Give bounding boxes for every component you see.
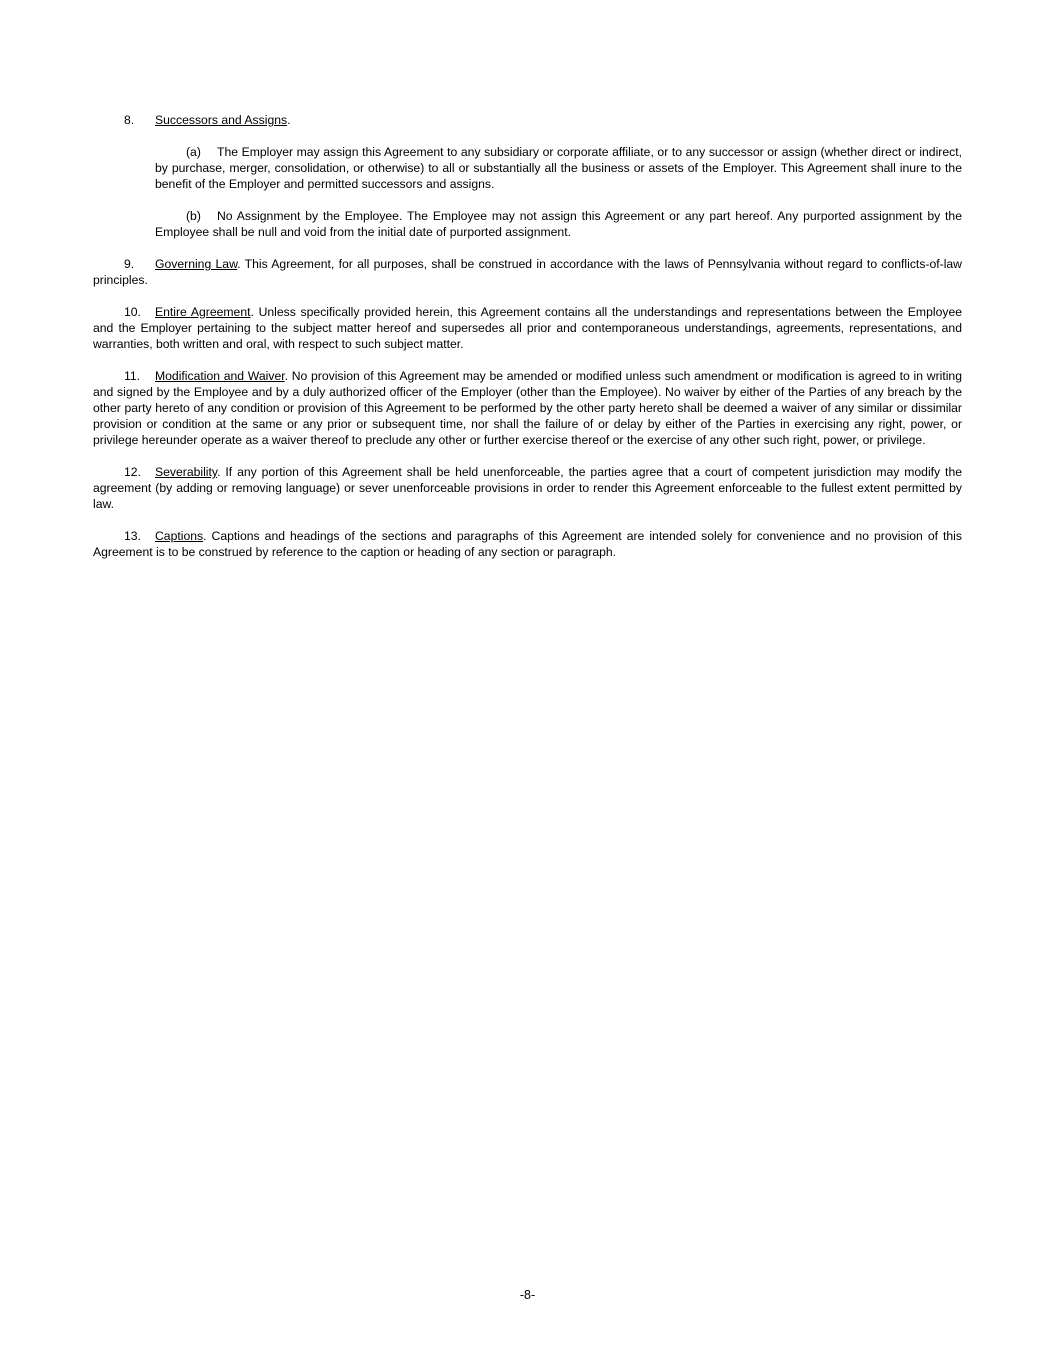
- section-heading: Severability: [155, 465, 218, 479]
- section-number: 13.: [124, 529, 141, 543]
- section-text: . If any portion of this Agreement shall be held unenforceable, the parties agree that a court of competent jurisdiction may modify the agreement (by adding or removing language) or sever unenforceable provisions in order to render this Agreement enforceable to the fullest extent permitted by law.: [93, 465, 962, 511]
- heading-punctuation: .: [287, 113, 291, 127]
- section-heading: Captions: [155, 529, 204, 543]
- section-11: [93, 368, 962, 448]
- section-13: [93, 528, 962, 560]
- section-number: 10.: [124, 305, 141, 319]
- section-text: . This Agreement, for all purposes, shall be construed in accordance with the laws of Pennsylvania without regard to conflicts-of-law principles.: [93, 257, 962, 287]
- section-number: 12.: [124, 465, 141, 479]
- section-heading: Modification and Waiver: [155, 369, 285, 383]
- subsection-letter: (a): [186, 145, 201, 159]
- section-heading: Successors and Assigns: [155, 113, 288, 127]
- section-number: 8.: [124, 113, 135, 127]
- section-text: . Captions and headings of the sections and paragraphs of this Agreement are intended solely for convenience and no provision of this Agreement is to be construed by reference to the caption or heading of any section or paragraph.: [93, 529, 962, 559]
- subsection-text: The Employer may assign this Agreement to any subsidiary or corporate affiliate, or to any successor or assign (whether direct or indirect, by purchase, merger, consolidation, or otherwise) to all or substantially all the business or assets of the Employer. This Agreement shall inure to the benefit of the Employer and permitted successors and assigns.: [155, 145, 962, 191]
- section-number: 11.: [124, 369, 141, 383]
- subsection-text: No Assignment by the Employee. The Employee may not assign this Agreement or any part hereof. Any purported assignment by the Employee shall be null and void from the initial date of purported assignment.: [155, 209, 962, 239]
- document-body: [93, 112, 962, 576]
- page-number: -8-: [519, 1288, 536, 1302]
- section-12: [93, 464, 962, 512]
- subsection-8b: [155, 208, 962, 240]
- section-text: . No provision of this Agreement may be amended or modified unless such amendment or modification is agreed to in writing and signed by the Employee and by a duly authorized officer of the Employer (other than the Employee). No waiver by either of the Parties of any breach by the other party hereto of any condition or provision of this Agreement to be performed by the other party hereto shall be deemed a waiver of any similar or dissimilar provision or condition at the same or any prior or subsequent time, nor shall the failure of or delay by either of the Parties in exercising any right, power, or privilege hereunder operate as a waiver thereof to preclude any other or further exercise thereof or the exercise of any other such right, power, or privilege.: [93, 369, 962, 447]
- subsection-8a: [155, 144, 962, 192]
- section-9: [93, 256, 962, 288]
- section-10: [93, 304, 962, 352]
- section-text: . Unless specifically provided herein, this Agreement contains all the understandings and representations between the Employee and the Employer pertaining to the subject matter hereof and supersedes all prior and contemporaneous understandings, agreements, representations, and warranties, both written and oral, with respect to such subject matter.: [93, 305, 963, 351]
- section-8-header: [93, 112, 962, 128]
- section-number: 9.: [124, 257, 135, 271]
- subsection-letter: (b): [186, 209, 201, 223]
- section-heading: Entire Agreement: [155, 305, 251, 319]
- section-heading: Governing Law: [155, 257, 238, 271]
